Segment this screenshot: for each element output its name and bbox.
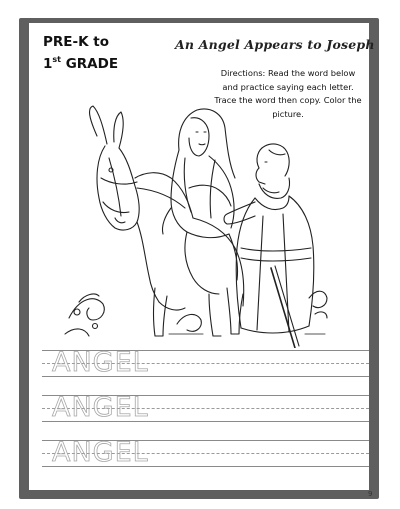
- tracing-practice-area: [42, 345, 369, 480]
- tracing-row-1: [42, 345, 369, 390]
- tracing-row-3: [42, 435, 369, 480]
- grade-word: GRADE: [65, 56, 119, 72]
- worksheet-title: An Angel Appears to Joseph: [175, 37, 375, 52]
- coloring-illustration: [59, 98, 329, 348]
- grade-ordinal: st: [52, 55, 61, 64]
- grade-line-1: PRE-K to: [43, 34, 110, 50]
- grade-number: 1: [43, 56, 53, 72]
- trace-word: ANGEL: [52, 392, 149, 423]
- trace-word: ANGEL: [52, 437, 149, 468]
- tracing-row-2: [42, 390, 369, 435]
- grade-level-label: [43, 33, 133, 73]
- worksheet-page: [29, 23, 375, 490]
- grade-line-2: [43, 51, 133, 73]
- trace-word: ANGEL: [52, 347, 149, 378]
- page-number: 9: [368, 490, 373, 498]
- directions-text: Directions: Read the word below and practice saying each letter. Trace the word then copy. Color the picture.: [214, 68, 362, 119]
